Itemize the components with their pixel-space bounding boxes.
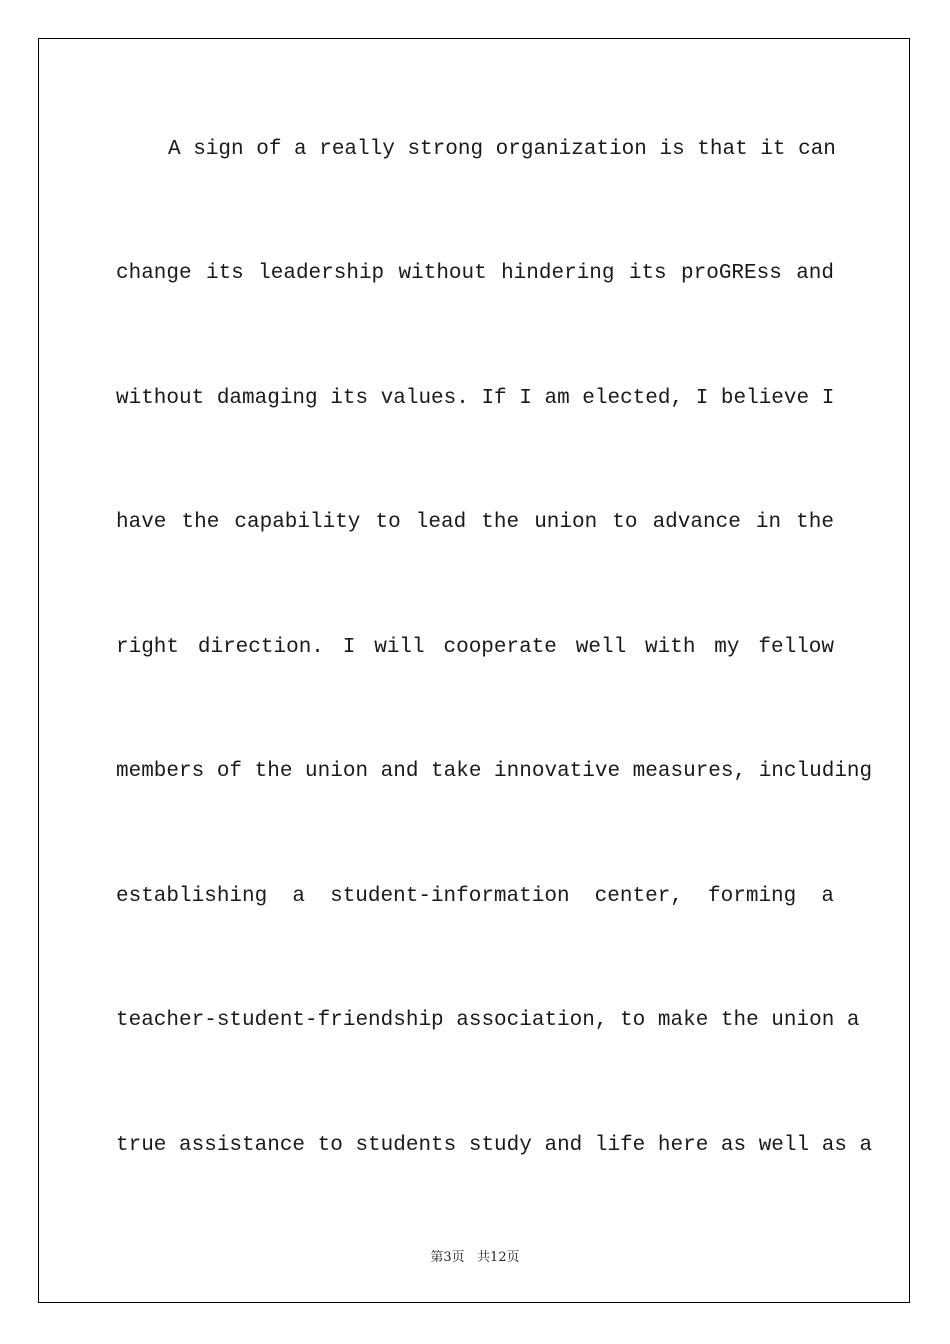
body-text-line: A sign of a really strong organization is that it can [168, 138, 836, 161]
page-border [38, 38, 910, 1303]
body-text-line: establishing a student-information center, forming a [116, 885, 834, 908]
body-text-line: change its leadership without hindering its proGREss and [116, 262, 834, 285]
page-number-footer: 第3页 共12页 [430, 1250, 520, 1265]
body-text-line: without damaging its values. If I am elected, I believe I [116, 387, 835, 410]
body-text-line: right direction. I will cooperate well with my fellow [116, 636, 834, 659]
body-text-line: have the capability to lead the union to advance in the [116, 511, 834, 534]
body-text-line: true assistance to students study and life here as well as a [116, 1134, 873, 1157]
body-text-line: teacher-student-friendship association, to make the union a [116, 1009, 860, 1032]
body-text-line: members of the union and take innovative measures, including [116, 760, 873, 783]
